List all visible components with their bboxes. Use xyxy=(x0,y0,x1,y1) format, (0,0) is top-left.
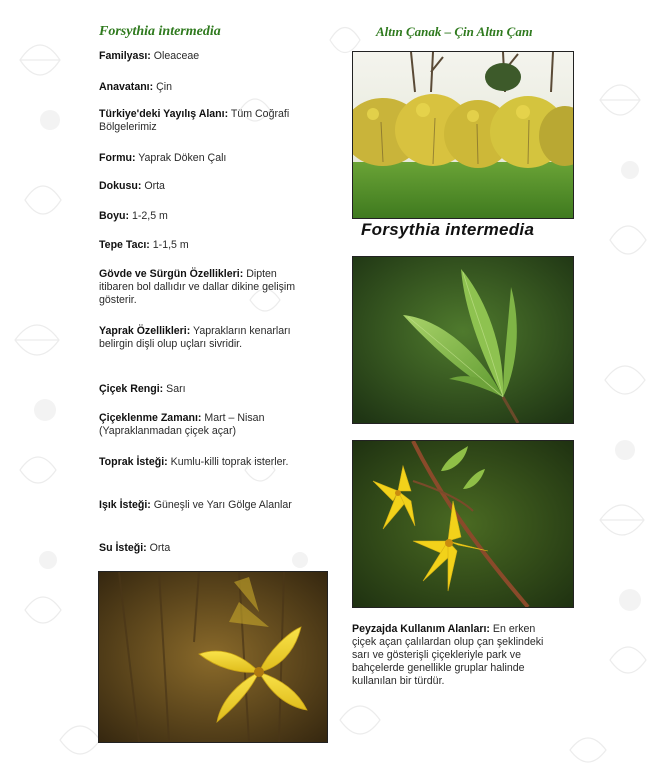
species-title: Forsythia intermedia xyxy=(99,24,221,39)
attr-origin: Anavatanı: Çin xyxy=(99,81,173,93)
attr-range: Türkiye'deki Yayılış Alanı: Tüm Coğrafi Bölgelerimiz xyxy=(99,108,290,133)
attr-light: Işık İsteği: Güneşli ve Yarı Gölge Alanlar xyxy=(99,499,292,511)
attr-leaf: Yaprak Özellikleri: Yaprakların kenarları belirgin dişli olup uçları sivridir. xyxy=(99,325,291,350)
attr-flower-color: Çiçek Rengi: Sarı xyxy=(99,383,186,395)
photo-caption: Forsythia intermedia xyxy=(361,220,535,239)
hedge-photo xyxy=(352,51,574,219)
attr-family: Familyası: Oleaceae xyxy=(99,50,200,62)
attr-height: Boyu: 1-2,5 m xyxy=(99,210,168,222)
attr-bloom-time: Çiçeklenme Zamanı: Mart – Nisan (Yapraklanmadan çiçek açar) xyxy=(99,412,265,437)
landscape-usage-text: Peyzajda Kullanım Alanları: En erken çiçek açan çalılardan olup çan şeklindeki sarı ve gösterişli çiçekleriyle park ve bahçelerde genellikle gruplar halinde kullanılan bir türdür. xyxy=(352,623,544,687)
flower-branch-photo xyxy=(352,440,574,608)
common-name-title: Altın Çanak – Çin Altın Çanı xyxy=(376,24,533,39)
leaf-photo xyxy=(352,256,574,424)
flower-closeup-photo xyxy=(98,571,328,743)
attr-stem: Gövde ve Sürgün Özellikleri: Dipten itibaren bol dallıdır ve dallar dikine gelişim gösterir. xyxy=(99,268,296,306)
attr-water: Su İsteği: Orta xyxy=(99,542,171,554)
attr-soil: Toprak İsteği: Kumlu-killi toprak isterler. xyxy=(99,456,289,468)
attr-crown: Tepe Tacı: 1-1,5 m xyxy=(99,239,189,251)
attr-texture: Dokusu: Orta xyxy=(99,180,165,192)
attr-form: Formu: Yaprak Döken Çalı xyxy=(99,152,227,164)
